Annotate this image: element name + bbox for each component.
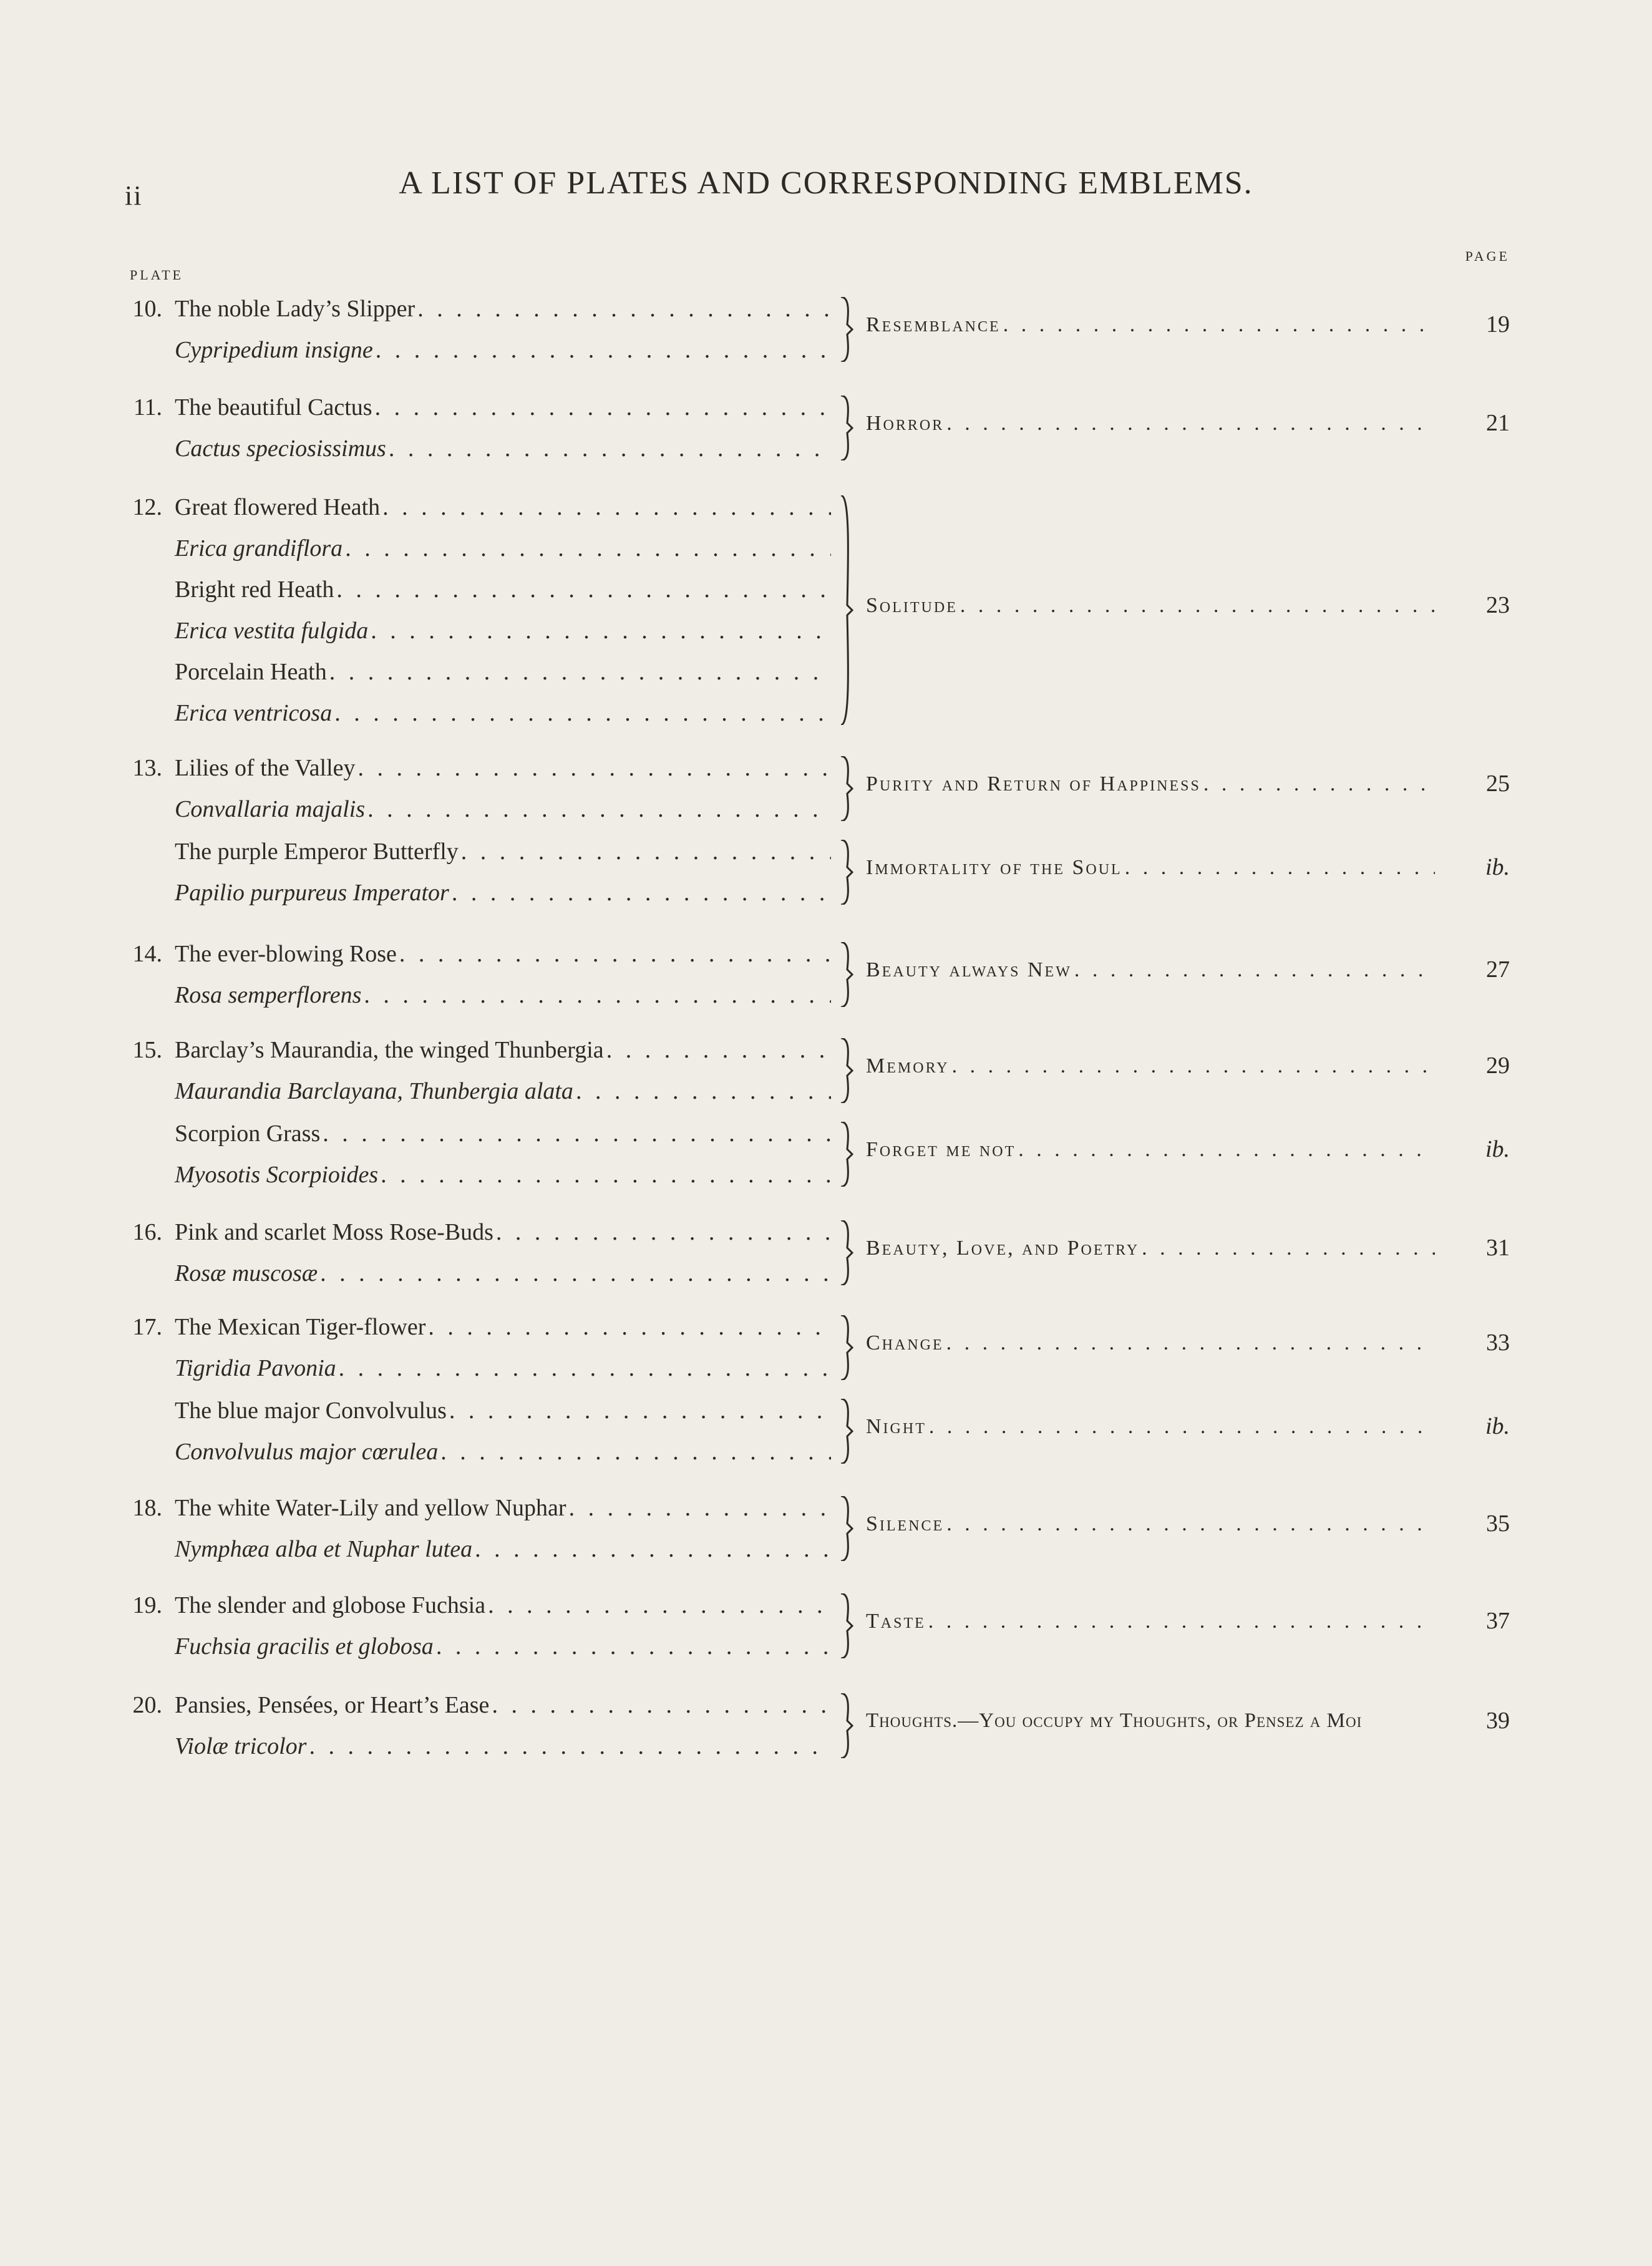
plate-name-text: Bright red Heath	[175, 576, 334, 603]
emblem-text: Solitude	[866, 594, 958, 617]
plate-name-text: The Mexican Tiger-flower	[175, 1314, 426, 1340]
emblem	[866, 1610, 1435, 1633]
dot-leader	[496, 1212, 831, 1253]
brace-icon	[838, 1038, 856, 1103]
common-name	[175, 1685, 831, 1726]
dot-leader	[569, 1487, 831, 1529]
plate-number: 10.	[132, 296, 162, 322]
dot-leader	[320, 1253, 831, 1294]
botanical-name	[175, 1431, 831, 1472]
plate-name-text: Tigridia Pavonia	[175, 1355, 336, 1381]
plate-group	[112, 747, 1510, 830]
page-reference: 33	[1486, 1330, 1510, 1356]
botanical-name	[175, 1626, 831, 1667]
dot-leader	[475, 1529, 831, 1570]
dot-leader	[329, 651, 831, 693]
dot-leader	[375, 387, 831, 428]
botanical-name	[175, 329, 831, 371]
emblem	[866, 1138, 1435, 1162]
plate-name-text: Erica vestita fulgida	[175, 618, 369, 644]
common-name	[175, 651, 831, 693]
emblem	[866, 313, 1435, 337]
page-reference: 21	[1486, 410, 1510, 436]
plate-number: 17.	[132, 1314, 162, 1340]
brace-icon	[838, 840, 856, 905]
emblem	[866, 1709, 1435, 1733]
dot-leader	[1203, 772, 1435, 796]
plate-name-text: Rosæ muscosæ	[175, 1260, 318, 1286]
dot-leader	[440, 1431, 831, 1472]
botanical-name	[175, 1529, 831, 1570]
plate-name-text: Maurandia Barclayana, Thunbergia alata	[175, 1078, 573, 1104]
page-reference: 25	[1486, 771, 1510, 797]
plate-name-text: The noble Lady’s Slipper	[175, 296, 415, 322]
plate-name-text: Nymphæa alba et Nuphar lutea	[175, 1536, 473, 1562]
emblem-text: Forget me not	[866, 1138, 1016, 1161]
dot-leader	[1125, 856, 1435, 880]
plate-name-text: The ever-blowing Rose	[175, 941, 397, 967]
plate-number: 15.	[132, 1037, 162, 1063]
dot-leader	[323, 1113, 831, 1154]
plate-name-text: Pink and scarlet Moss Rose-Buds	[175, 1219, 493, 1245]
plate-name-text: Violæ tricolor	[175, 1733, 307, 1759]
emblem-text: Thoughts.—You occupy my Thoughts, or Pensez a Moi	[866, 1709, 1363, 1732]
plate-name-text: Myosotis Scorpioides	[175, 1162, 379, 1188]
plate-group	[112, 387, 1510, 469]
botanical-name	[175, 1071, 831, 1112]
emblem	[866, 772, 1435, 796]
dot-leader	[449, 1390, 831, 1431]
emblem-text: Beauty, Love, and Poetry	[866, 1237, 1140, 1260]
dot-leader	[336, 569, 831, 610]
emblem-text: Memory	[866, 1054, 950, 1077]
emblem	[866, 1054, 1435, 1078]
dot-leader	[488, 1585, 831, 1626]
common-name	[175, 1585, 831, 1626]
plate-number: 18.	[132, 1495, 162, 1521]
common-name	[175, 747, 831, 789]
page-reference: 37	[1486, 1608, 1510, 1634]
botanical-name	[175, 1348, 831, 1389]
dot-leader	[1142, 1237, 1435, 1260]
dot-leader	[358, 747, 831, 789]
common-name	[175, 387, 831, 428]
plate-name-text: Great flowered Heath	[175, 494, 381, 520]
dot-leader	[929, 1415, 1435, 1439]
page-reference: 29	[1486, 1053, 1510, 1079]
brace-icon	[838, 942, 856, 1007]
plate-name-text: Erica ventricosa	[175, 700, 333, 726]
dot-leader	[364, 975, 831, 1016]
plate-name-text: Cactus speciosissimus	[175, 435, 386, 462]
plate-column-label: PLATE	[130, 267, 183, 283]
plate-group	[112, 1113, 1510, 1195]
page-reference: 27	[1486, 956, 1510, 983]
plate-name-text: Pansies, Pensées, or Heart’s Ease	[175, 1692, 490, 1718]
plate-group	[112, 1212, 1510, 1294]
common-name	[175, 288, 831, 329]
botanical-name	[175, 1726, 831, 1767]
brace-icon	[838, 495, 856, 725]
botanical-name	[175, 789, 831, 830]
plate-number: 14.	[132, 941, 162, 967]
dot-leader	[334, 693, 831, 734]
plate-name-text: Rosa semperflorens	[175, 982, 362, 1008]
botanical-name	[175, 975, 831, 1016]
brace-icon	[838, 1220, 856, 1285]
brace-icon	[838, 297, 856, 362]
plate-group	[112, 933, 1510, 1016]
dot-leader	[1003, 313, 1435, 337]
plate-name-text: Papilio purpureus Imperator	[175, 880, 449, 906]
emblem	[866, 1415, 1435, 1439]
dot-leader	[382, 487, 831, 528]
brace-icon	[838, 1399, 856, 1464]
common-name	[175, 1390, 831, 1431]
emblem-text: Purity and Return of Happiness	[866, 772, 1201, 795]
dot-leader	[376, 329, 831, 371]
page-reference: 31	[1486, 1235, 1510, 1261]
botanical-name	[175, 1154, 831, 1195]
dot-leader	[399, 933, 831, 975]
emblem	[866, 1512, 1435, 1536]
dot-leader	[946, 412, 1435, 435]
brace-icon	[838, 1693, 856, 1758]
page-reference: 35	[1486, 1510, 1510, 1537]
plate-number: 19.	[132, 1592, 162, 1618]
emblem	[866, 1237, 1435, 1260]
plate-name-text: The purple Emperor Butterfly	[175, 839, 459, 865]
dot-leader	[367, 789, 831, 830]
plate-number: 12.	[132, 494, 162, 520]
dot-leader	[1018, 1138, 1435, 1162]
plate-group	[112, 487, 1510, 734]
emblem-text: Beauty always New	[866, 958, 1072, 981]
common-name	[175, 569, 831, 610]
common-name	[175, 1487, 831, 1529]
plate-group	[112, 1585, 1510, 1667]
botanical-name	[175, 428, 831, 469]
dot-leader	[576, 1071, 831, 1112]
dot-leader	[606, 1029, 831, 1071]
plate-name-text: Convallaria majalis	[175, 796, 366, 822]
dot-leader	[371, 610, 831, 651]
dot-leader	[946, 1512, 1435, 1536]
brace-icon	[838, 1315, 856, 1380]
page-reference: 39	[1486, 1708, 1510, 1734]
plate-group	[112, 1685, 1510, 1767]
page-reference: 19	[1486, 311, 1510, 338]
plate-group	[112, 831, 1510, 913]
plate-number: 13.	[132, 755, 162, 781]
botanical-name	[175, 872, 831, 913]
brace-icon	[838, 756, 856, 821]
running-head: A LIST OF PLATES AND CORRESPONDING EMBLEMS.	[399, 165, 1253, 201]
plate-line	[112, 487, 1510, 528]
plate-group	[112, 288, 1510, 371]
emblem	[866, 958, 1435, 982]
plate-line	[112, 693, 1510, 734]
emblem-text: Immortality of the Soul	[866, 856, 1122, 879]
plate-name-text: The white Water-Lily and yellow Nuphar	[175, 1495, 566, 1521]
emblem-text: Night	[866, 1415, 926, 1438]
common-name	[175, 1306, 831, 1348]
plate-name-text: The blue major Convolvulus	[175, 1398, 447, 1424]
dot-leader	[952, 1054, 1435, 1078]
dot-leader	[428, 1306, 831, 1348]
dot-leader	[946, 1331, 1435, 1355]
plate-number: 20.	[132, 1692, 162, 1718]
dot-leader	[436, 1626, 831, 1667]
plate-number: 11.	[133, 394, 162, 421]
dot-leader	[345, 528, 831, 569]
botanical-name	[175, 610, 831, 651]
emblem	[866, 856, 1435, 880]
dot-leader	[492, 1685, 831, 1726]
plate-name-text: Fuchsia gracilis et globosa	[175, 1633, 434, 1660]
emblem-text: Horror	[866, 412, 945, 435]
plate-name-text: Scorpion Grass	[175, 1121, 321, 1147]
common-name	[175, 487, 831, 528]
page-reference: ib.	[1485, 1413, 1510, 1439]
common-name	[175, 1212, 831, 1253]
dot-leader	[309, 1726, 831, 1767]
brace-icon	[838, 1496, 856, 1561]
plate-name-text: Cypripedium insigne	[175, 337, 373, 363]
emblem-text: Change	[866, 1331, 944, 1354]
page-reference: 23	[1486, 592, 1510, 618]
dot-leader	[389, 428, 831, 469]
plate-name-text: The slender and globose Fuchsia	[175, 1592, 486, 1618]
page-column-label: PAGE	[1465, 248, 1510, 264]
plate-name-text: Porcelain Heath	[175, 659, 327, 685]
dot-leader	[461, 831, 831, 872]
botanical-name	[175, 528, 831, 569]
emblem-text: Taste	[866, 1610, 926, 1633]
plate-name-text: Erica grandiflora	[175, 535, 343, 562]
botanical-name	[175, 1253, 831, 1294]
plate-name-text: Lilies of the Valley	[175, 755, 356, 781]
common-name	[175, 1113, 831, 1154]
dot-leader	[960, 594, 1435, 618]
common-name	[175, 831, 831, 872]
plate-group	[112, 1487, 1510, 1570]
plate-line	[112, 651, 1510, 693]
dot-leader	[381, 1154, 831, 1195]
plate-name-text: Convolvulus major cœrulea	[175, 1439, 439, 1465]
common-name	[175, 933, 831, 975]
plate-group	[112, 1306, 1510, 1389]
emblem	[866, 594, 1435, 618]
dot-leader	[1074, 958, 1435, 982]
dot-leader	[339, 1348, 831, 1389]
page-reference: ib.	[1485, 1136, 1510, 1162]
emblem	[866, 412, 1435, 435]
common-name	[175, 1029, 831, 1071]
brace-icon	[838, 1593, 856, 1658]
emblem-text: Resemblance	[866, 313, 1001, 336]
dot-leader	[928, 1610, 1435, 1633]
plate-group	[112, 1029, 1510, 1112]
plate-name-text: Barclay’s Maurandia, the winged Thunbergia	[175, 1037, 604, 1063]
plate-name-text: The beautiful Cactus	[175, 394, 372, 421]
brace-icon	[838, 396, 856, 460]
plate-number: 16.	[132, 1219, 162, 1245]
brace-icon	[838, 1122, 856, 1187]
page-number: ii	[125, 180, 143, 211]
page-reference: ib.	[1485, 854, 1510, 880]
botanical-name	[175, 693, 831, 734]
emblem	[866, 1331, 1435, 1355]
emblem-text: Silence	[866, 1512, 945, 1535]
plate-group	[112, 1390, 1510, 1472]
dot-leader	[452, 872, 831, 913]
plate-line	[112, 528, 1510, 569]
dot-leader	[417, 288, 831, 329]
